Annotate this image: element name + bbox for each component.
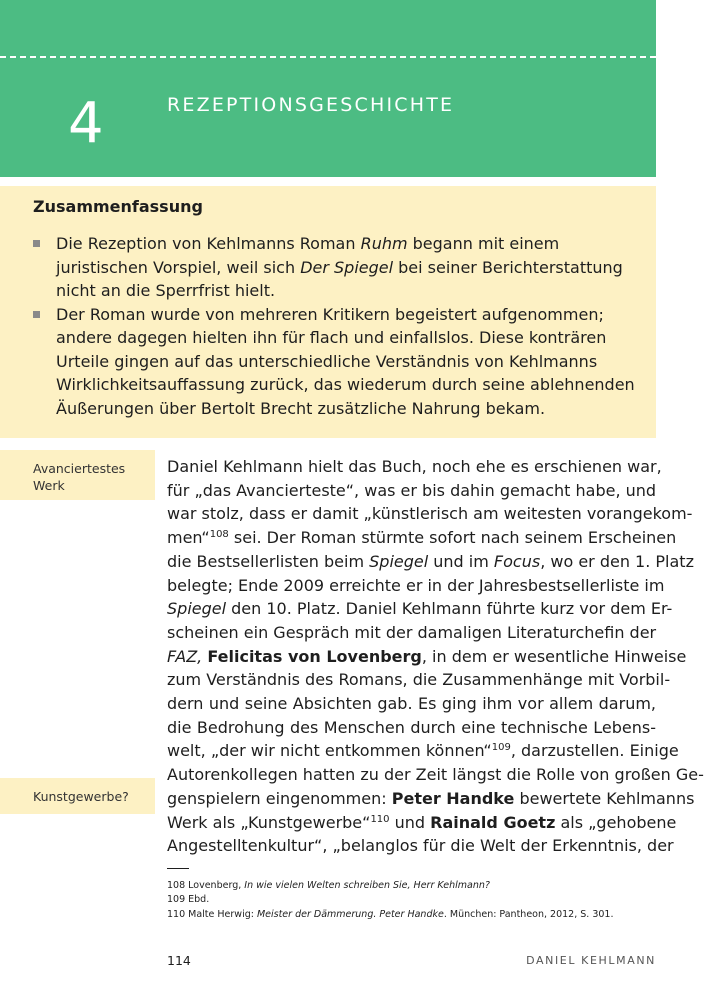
text-line: dern und seine Absichten gab. Es ging ihm vor allem darum, (167, 694, 656, 714)
summary-item (33, 232, 653, 303)
margin-note-text: Kunstgewerbe? (33, 789, 129, 804)
margin-note (0, 778, 155, 814)
text-line: Autorenkollegen hatten zu der Zeit längst die Rolle von großen Ge- (167, 765, 704, 785)
text-line: scheinen ein Gespräch mit der damaligen Literaturchefin der (167, 622, 657, 642)
chapter-number: 4 (68, 91, 104, 156)
text-line: war stolz, dass er damit „künstlerisch am weitesten vorangekom- (167, 504, 693, 524)
footnote: 108 Lovenberg, In wie vielen Welten schreiben Sie, Herr Kehlmann? (167, 880, 490, 891)
margin-note-text: Avanciertestes Werk (33, 461, 126, 493)
square-bullet-icon (33, 311, 40, 318)
summary-title: Zusammenfassung (33, 197, 203, 216)
summary-text: Der Roman wurde von mehreren Kritikern begeistert aufgenommen; andere dagegen hielten ihn für flach und einfallslos. Diese konträren Urteile gingen auf das unterschiedliche Verständnis von Kehlmanns Wirklichkeitsauffassung zurück, das wiederum durch seine ablehnenden Äußerungen über Bertolt Brecht zusätzliche Nahrung bekam. (56, 304, 635, 418)
margin-note (0, 450, 155, 500)
footnote: 110 Malte Herwig: Meister der Dämmerung. Peter Handke. München: Pantheon, 2012, S. 301. (167, 908, 614, 920)
chapter-title: REZEPTIONSGESCHICHTE (167, 94, 455, 116)
summary-text: bei seiner Berichterstattung nicht an die Sperrfrist hielt. (56, 257, 623, 300)
body-text (167, 455, 704, 858)
dashed-divider (0, 56, 656, 58)
footnote-ref: 108 (209, 529, 229, 541)
summary-text: Die Rezeption von Kehlmanns Roman (56, 234, 361, 253)
running-head: DANIEL KEHLMANN (526, 954, 656, 967)
text-line: Angestelltenkultur“, „belanglos für die Welt der Erkenntnis, der (167, 836, 674, 856)
summary-text: begann mit einem juristischen Vorspiel, weil sich (56, 234, 560, 277)
text-line: zum Verständnis des Romans, die Zusammenhänge mit Vorbil- (167, 670, 671, 690)
text-line: men“$^{108}$ sei. Der Roman stürmte sofort nach seinem Erscheinen (167, 528, 677, 548)
text-line: die Bedrohung des Menschen durch eine technische Lebens- (167, 717, 656, 737)
footnote: 109 Ebd. (167, 894, 210, 906)
footnote-divider (167, 868, 189, 869)
text-line: die Bestsellerlisten beim Spiegel und im Focus, wo er den 1. Platz (167, 551, 694, 571)
chapter-header (0, 0, 656, 177)
footnote-ref: 110 (370, 813, 390, 825)
summary-item (33, 303, 653, 421)
footnotes (167, 879, 656, 922)
square-bullet-icon (33, 240, 40, 247)
book-title: Ruhm (360, 234, 408, 253)
page-number: 114 (167, 953, 191, 968)
text-line: für „das Avancierteste“, was er bis dahin gemacht habe, und (167, 480, 657, 500)
text-line: welt, „der wir nicht entkommen können“$^{109}$, darzustellen. Einige (167, 741, 679, 761)
text-line: Werk als „Kunstgewerbe“$^{110}$ und Rainald Goetz als „gehobene (167, 812, 677, 832)
text-line: Spiegel den 10. Platz. Daniel Kehlmann führte kurz vor dem Er- (167, 599, 673, 619)
text-line: Daniel Kehlmann hielt das Buch, noch ehe es erschienen war, (167, 457, 662, 476)
summary-list (33, 232, 653, 420)
text-line: FAZ, Felicitas von Lovenberg, in dem er wesentliche Hinweise (167, 646, 687, 666)
magazine-title: Der Spiegel (300, 257, 394, 277)
text-line: genspielern eingenommen: Peter Handke bewertete Kehlmanns (167, 788, 695, 808)
text-line: belegte; Ende 2009 erreichte er in der Jahresbestsellerliste im (167, 575, 665, 595)
footnote-ref: 109 (491, 742, 511, 754)
